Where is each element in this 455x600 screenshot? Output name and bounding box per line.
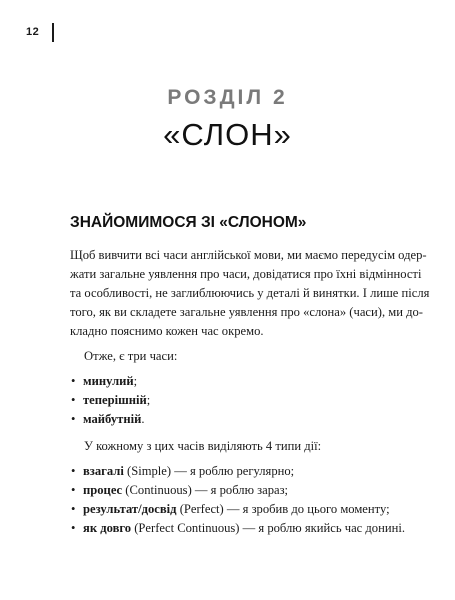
body-text [70, 246, 430, 538]
action-type-detail: (Simple) — я роблю регулярно; [123, 464, 295, 478]
tense-punct: . [141, 412, 145, 426]
tense-name: минулий [83, 374, 134, 388]
list-item [70, 391, 405, 410]
chapter-label: РОЗДІЛ 2 [167, 86, 288, 109]
three-tenses-intro: Отже, є три часи: [84, 349, 178, 363]
action-type-detail: (Perfect) — я зробив до цього моменту; [176, 502, 390, 516]
action-type-name: взагалі [83, 464, 124, 478]
list-item [70, 519, 405, 538]
action-type-detail: (Continuous) — я роблю зараз; [122, 483, 289, 497]
intro-line: кладно пояснимо кожен час окремо. [70, 324, 264, 338]
intro-line: та особливості, не заглиблюючись у деталі й винятки. І лише після [70, 286, 430, 300]
list-item [70, 500, 405, 519]
list-item [70, 462, 405, 481]
action-type-name: як довго [83, 521, 132, 535]
tense-name: теперішній [83, 393, 147, 407]
page-number: 12 [26, 26, 40, 38]
action-type-name: процес [83, 483, 123, 497]
intro-paragraph [70, 246, 430, 341]
tenses-list [70, 372, 405, 429]
action-type-detail: (Perfect Continuous) — я роблю якийсь час донині. [131, 521, 405, 535]
section-heading: ЗНАЙОМИМОСЯ ЗІ «СЛОНОМ» [70, 214, 307, 231]
action-types-list [70, 462, 405, 538]
action-type-name: результат/досвід [83, 502, 177, 516]
tense-name: майбутній [83, 412, 142, 426]
intro-line: того, як ви складете загальне уявлення про «слона» (часи), ми до- [70, 305, 423, 319]
list-item [70, 372, 405, 391]
page-number-divider [52, 23, 54, 42]
intro-line: жати загальне уявлення про часи, довідатися про їхні відмінності [70, 267, 422, 281]
tense-punct: ; [133, 374, 138, 388]
list-item [70, 481, 405, 500]
list-item [70, 410, 405, 429]
four-types-intro: У кожному з цих часів виділяють 4 типи дії: [84, 439, 322, 453]
chapter-title: «СЛОН» [163, 117, 292, 152]
intro-line: Щоб вивчити всі часи англійської мови, ми маємо передусім одер- [70, 248, 427, 262]
tense-punct: ; [146, 393, 151, 407]
